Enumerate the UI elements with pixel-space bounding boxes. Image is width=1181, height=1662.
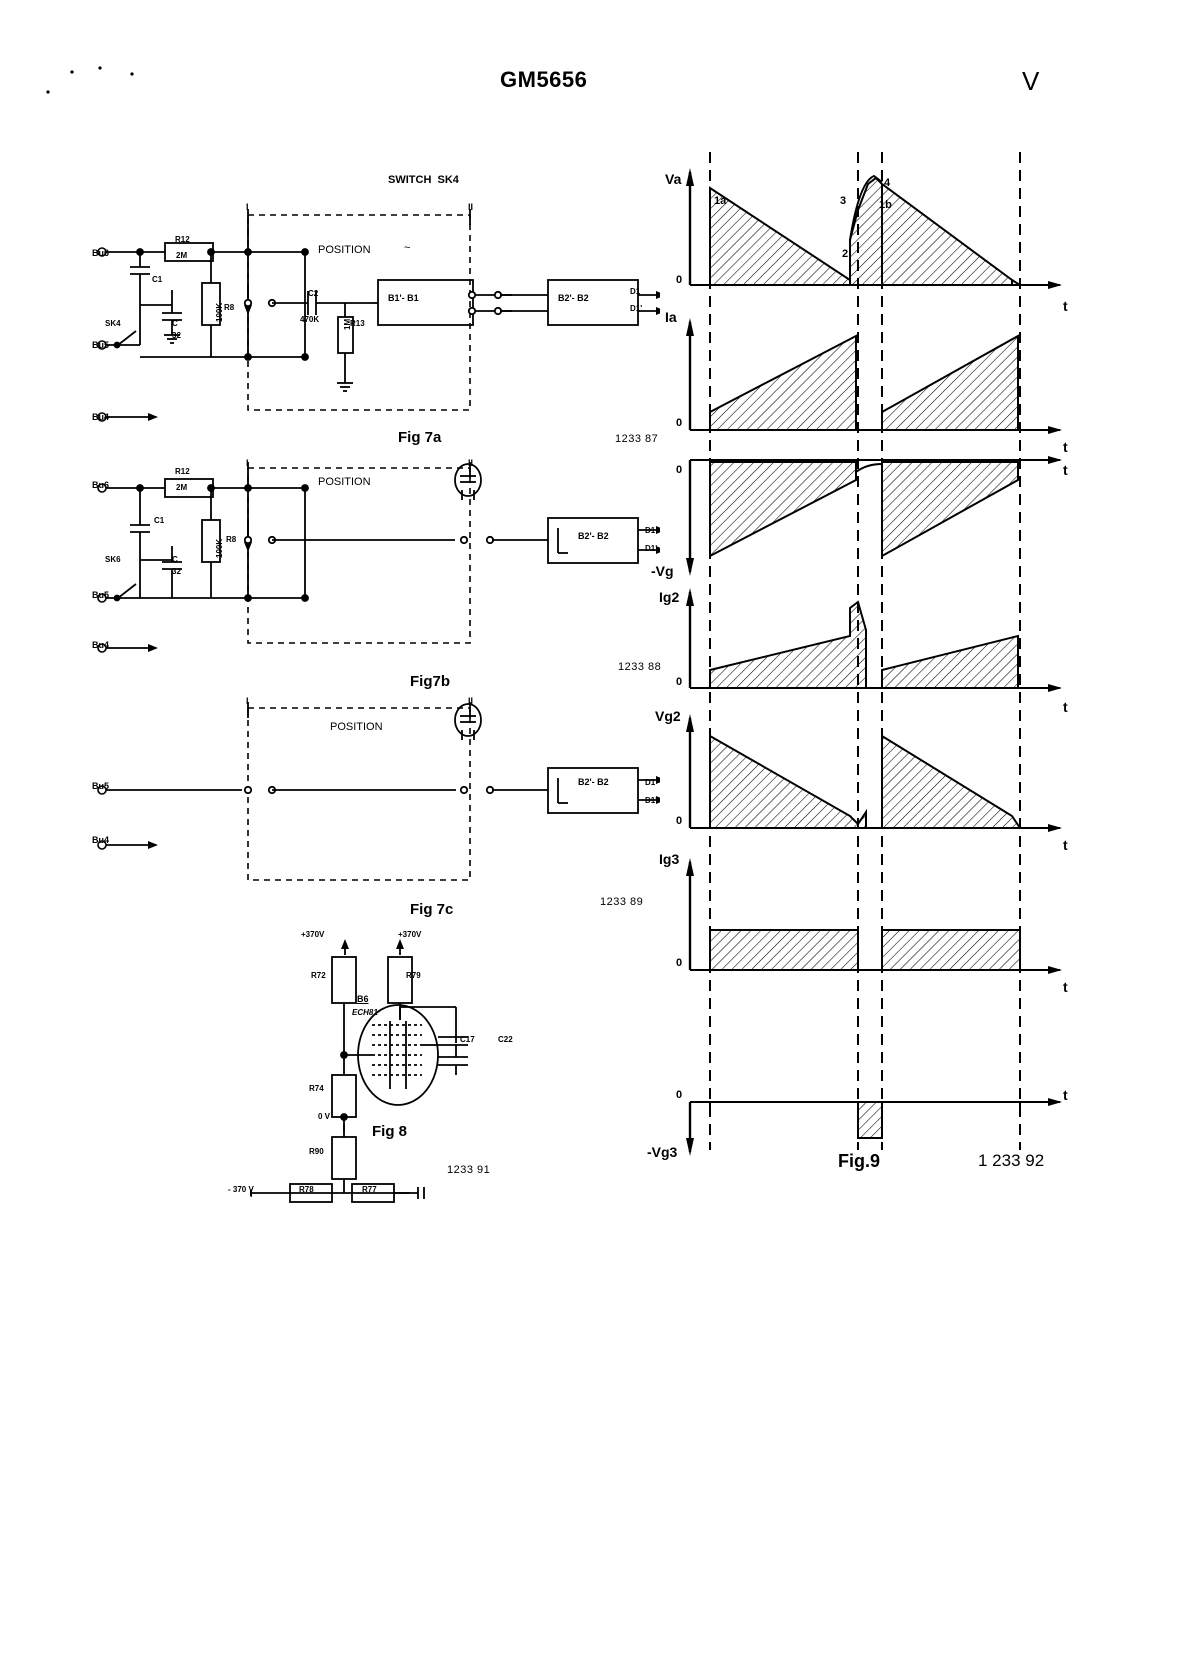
fig7b-r8-value: 100K [215,538,224,558]
fig7b-sk6-ref: SK6 [105,555,121,564]
fig7c-roman-left: I [246,696,249,706]
fig7a-caption: Fig 7a [398,429,442,446]
fig7a-r8-value: 100K [215,302,224,322]
panel-ig2-ylabel: Ig2 [659,589,680,605]
fig8-c17-ref: C17 [460,1035,475,1044]
fig7a-terminal-bu5: Bu5 [92,340,110,350]
fig7b-roman-right: II [468,458,474,468]
fig7b-output-d1p: D1' [645,544,658,553]
fig8-r74-ref: R74 [309,1084,324,1093]
page-title: GM5656 [500,67,588,92]
fig7c-output-d1p: D1' [645,796,658,805]
fig7a-terminal-bu4: Bu4 [92,412,110,422]
panel-vg2-ylabel: Vg2 [655,708,681,724]
panel-va-zero: 0 [676,274,683,286]
fig7b-output-d1: D1 [645,526,656,535]
fig7a-r13-ref: R13 [350,319,365,328]
fig7b-terminal-bu5: Bu5 [92,590,110,600]
panel-ig3-xlabel: t [1063,979,1068,995]
fig8-number: 1233 91 [447,1164,491,1176]
fig8-r90-ref: R90 [309,1147,324,1156]
fig7a-roman-right: II [468,202,474,212]
panel-vg3-zero: 0 [676,1089,683,1101]
fig8-r78-ref: R78 [299,1185,314,1194]
fig7c-caption: Fig 7c [410,901,454,918]
fig7b-terminal-bu4: Bu4 [92,640,110,650]
panel-vg3-xlabel: t [1063,1087,1068,1103]
fig7b-r12-value: 2M [176,483,188,492]
fig7a-number: 1233 87 [615,433,659,445]
fig7a-r12-value: 2M [176,251,188,260]
fig7a-r12-ref: R12 [175,235,190,244]
fig7c-output-d1: D1 [645,778,656,787]
fig8-r72-ref: R72 [311,971,326,980]
fig7a-sk4-ref: SK4 [105,319,121,328]
fig7b-roman-left: I [246,458,249,468]
fig7a-c32-ref: C [172,319,178,328]
fig8-tube-ref: B6 [357,994,369,1004]
fig7b-c1-ref: C1 [154,516,165,525]
fig7a-c32-value: 32 [172,331,181,340]
fig8-tube-type: ECH81 [352,1008,378,1017]
fig8-caption: Fig 8 [372,1123,408,1140]
page-mark: V [1022,66,1040,96]
fig7c-terminal-bu5: Bu5 [92,781,110,791]
panel-vg-xlabel: t [1063,462,1068,478]
fig7a-c2-ref: C2 [308,289,319,298]
fig9-waveform-chart [660,140,1080,1170]
panel-ig2-zero: 0 [676,676,683,688]
fig7a-c2-value: 470K [300,315,320,324]
panel-ia-ylabel: Ia [665,309,677,325]
panel-ig2-xlabel: t [1063,699,1068,715]
fig7a-output-d1p: D1' [630,304,643,313]
panel-vg3-ylabel: -Vg3 [647,1144,678,1160]
fig8-supply-2: +370V [398,930,422,939]
panel-ig3-zero: 0 [676,957,683,969]
fig7b-r12-ref: R12 [175,467,190,476]
fig7b-terminal-bu6: Bu6 [92,480,110,490]
fig8-supply-0v: 0 V [318,1112,331,1121]
fig9-number: 1 233 92 [978,1151,1045,1170]
fig7a-output-d1: D1 [630,287,641,296]
fig7a-block-b2: B2'- B2 [558,293,589,303]
fig8-r79-ref: R79 [406,971,421,980]
fig7b-number: 1233 88 [618,661,662,673]
annotation-1b: 1b [879,199,892,211]
fig8-schematic [250,925,580,1205]
panel-vg2-xlabel: t [1063,837,1068,853]
switch-label: SWITCH SK4 [388,174,459,186]
panel-ia-xlabel: t [1063,439,1068,455]
fig7a-r8-ref: R8 [224,303,235,312]
fig8-r77-ref: R77 [362,1185,377,1194]
fig7c-terminal-bu4: Bu4 [92,835,110,845]
fig8-supply-neg: - 370 V [228,1185,254,1194]
fig7c-roman-right: II [468,696,474,706]
annotation-2: 2 [842,248,849,260]
fig7c-block-b2: B2'- B2 [578,777,609,787]
panel-vg-zero: 0 [676,464,683,476]
fig9-caption: Fig.9 [838,1151,881,1171]
fig7b-r8-ref: R8 [226,535,237,544]
fig7a-c1-ref: C1 [152,275,163,284]
fig7a-r13-value: 1M [343,318,352,330]
fig7b-caption: Fig7b [410,673,450,690]
fig8-supply-1: +370V [301,930,325,939]
fig7a-block-b1: B1'- B1 [388,293,419,303]
panel-vg2-zero: 0 [676,815,683,827]
panel-vg-ylabel: -Vg [651,563,674,579]
panel-ia-zero: 0 [676,417,683,429]
corner-speckle [40,60,150,100]
panel-ig3-ylabel: Ig3 [659,851,680,867]
panel-va-xlabel: t [1063,298,1068,314]
annotation-3: 3 [840,195,847,207]
panel-va-ylabel: Va [665,171,682,187]
fig7b-position-label: POSITION [318,476,371,488]
fig7a-roman-left: I [246,202,249,212]
fig8-c22-ref: C22 [498,1035,513,1044]
fig7c-position-label: POSITION [330,721,383,733]
annotation-4: 4 [884,177,891,189]
fig7b-block-b2: B2'- B2 [578,531,609,541]
fig7b-c32-value: 32 [172,567,181,576]
fig7a-position-symbol: ~ [404,242,411,254]
annotation-1a: 1a [714,195,727,207]
fig7c-number: 1233 89 [600,896,644,908]
fig7b-c32-ref: C [172,555,178,564]
fig7a-terminal-bu6: Bu6 [92,248,110,258]
fig7a-position-label: POSITION [318,244,371,256]
